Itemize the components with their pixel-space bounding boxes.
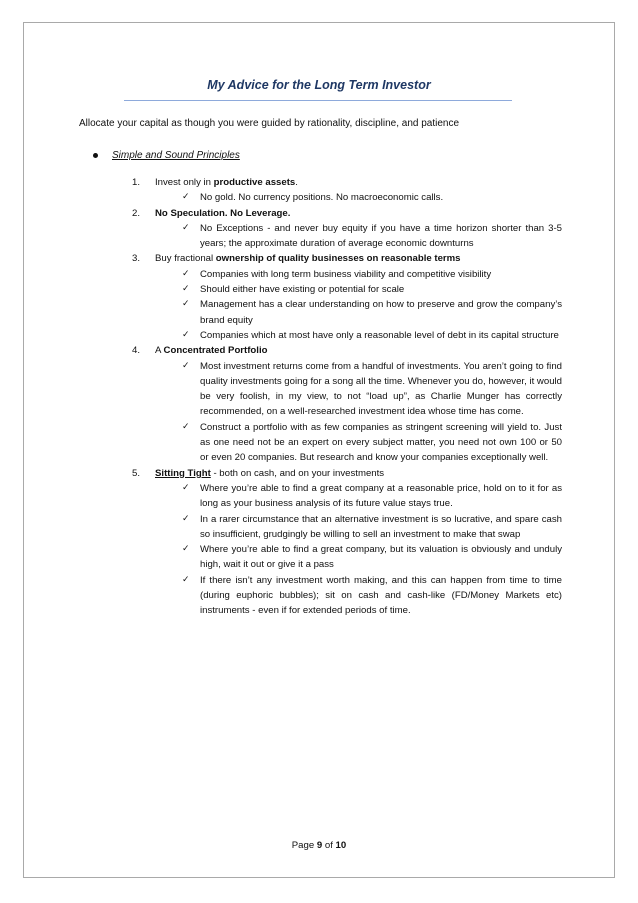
checkmark-icon: ✓	[182, 192, 190, 203]
checkmark-icon: ✓	[182, 482, 190, 493]
check-item	[155, 190, 562, 205]
check-item	[155, 542, 562, 573]
check-item-text: Companies which at most have only a reasonable level of debt in its capital structure	[200, 329, 559, 341]
heading-emphasis: No Speculation. No Leverage.	[155, 207, 291, 219]
footer-current-page: 9	[316, 840, 323, 851]
checkmark-icon: ✓	[182, 299, 190, 310]
heading-text: Buy fractional	[155, 253, 216, 265]
section-bullet	[93, 150, 240, 161]
check-list	[155, 267, 562, 343]
list-item-heading	[155, 343, 562, 358]
checkmark-icon: ✓	[182, 329, 190, 340]
list-item-number: 2.	[132, 207, 141, 219]
check-item-text: In a rarer circumstance that an alternative investment is so lucrative, and spare cash so insufficient, grudgingly be willing to sell an investment to make that swap	[200, 513, 562, 540]
checkmark-icon: ✓	[182, 284, 190, 295]
heading-emphasis: Sitting Tight	[155, 467, 211, 479]
list-item-number: 3.	[132, 253, 141, 265]
heading-text: Invest only in	[155, 177, 214, 188]
check-list	[155, 359, 562, 466]
check-item-text: No Exceptions - and never buy equity if you have a time horizon shorter than 3-5 years; the approximate duration of average economic downturns	[200, 222, 562, 250]
page-title: My Advice for the Long Term Investor	[207, 78, 431, 92]
list-item	[132, 251, 562, 343]
footer-total-pages: 10	[335, 840, 347, 851]
check-item-text: If there isn’t any investment worth making, and this can happen from time to time (during euphoric bubbles); sit on cash and cash-like (FD/Money Markets etc) instruments - even if for extended periods of time.	[200, 574, 562, 617]
check-item	[155, 282, 562, 297]
checkmark-icon: ✓	[182, 222, 190, 233]
checkmark-icon: ✓	[182, 268, 190, 279]
list-item	[132, 343, 562, 465]
check-item	[155, 297, 562, 328]
list-item	[132, 175, 562, 206]
footer-of-label: of	[324, 840, 333, 851]
check-item-text: Companies with long term business viability and competitive visibility	[200, 268, 492, 280]
list-item-heading	[155, 466, 562, 481]
footer-page-label: Page	[291, 840, 315, 851]
check-item	[155, 573, 562, 619]
checkmark-icon: ✓	[182, 360, 190, 371]
checkmark-icon: ✓	[182, 544, 190, 555]
checkmark-icon: ✓	[182, 421, 190, 432]
section-bullet-label: Simple and Sound Principles	[112, 150, 240, 161]
heading-emphasis: Concentrated Portfolio	[163, 345, 268, 357]
heading-text-suffix: .	[295, 177, 298, 188]
check-item	[155, 481, 562, 512]
list-item-heading	[155, 251, 562, 266]
list-item-number: 5.	[132, 467, 141, 479]
check-item-text: Most investment returns come from a handful of investments. You aren’t going to find quality investments going for a song all the time. Whenever you do, however, it would be very foolish, in my view, to not “load up”, as Charlie Munger has correctly recommended, on a well-researched investment idea whose time has come.	[200, 360, 562, 418]
check-item	[155, 512, 562, 543]
list-item	[132, 466, 562, 619]
page-footer	[0, 840, 638, 851]
list-item-number: 1.	[132, 177, 141, 188]
checkmark-icon: ✓	[182, 574, 190, 585]
check-item-text: Where you’re able to find a great company, but its valuation is obviously and unduly high, wait it out or give it a pass	[200, 544, 562, 571]
check-list	[155, 481, 562, 619]
heading-text-suffix: - both on cash, and on your investments	[210, 467, 385, 479]
check-list	[155, 190, 562, 205]
check-item-text: Management has a clear understanding on how to preserve and grow the company’s brand equity	[200, 299, 562, 326]
heading-emphasis: productive assets	[213, 177, 296, 188]
heading-text: A	[155, 345, 164, 357]
bullet-dot-icon	[93, 153, 98, 158]
title-underline	[124, 100, 512, 101]
list-item-heading	[155, 175, 562, 190]
check-item-text: Construct a portfolio with as few companies as stringent screening will yield to. Just as one need not be an expert on every subject matter, you need not own 100 or 50 or even 20 companies. But research and know your companies exceptionally well.	[200, 421, 562, 464]
list-item-number: 4.	[132, 345, 141, 357]
check-item-text: Where you’re able to find a great company at a reasonable price, hold on to it for as long as your business analysis of its future value stays true.	[200, 482, 562, 510]
check-item	[155, 359, 562, 420]
check-item	[155, 221, 562, 252]
intro-paragraph: Allocate your capital as though you were guided by rationality, discipline, and patience	[79, 118, 460, 129]
checkmark-icon: ✓	[182, 513, 190, 524]
numbered-list	[132, 175, 562, 619]
heading-emphasis: ownership of quality businesses on reasonable terms	[215, 253, 461, 265]
check-item	[155, 267, 562, 282]
check-item	[155, 420, 562, 466]
list-item-heading	[155, 206, 562, 221]
list-item	[132, 206, 562, 252]
check-item-text: No gold. No currency positions. No macroeconomic calls.	[200, 192, 444, 204]
check-item-text: Should either have existing or potential for scale	[200, 284, 405, 296]
check-list	[155, 221, 562, 252]
check-item	[155, 328, 562, 343]
